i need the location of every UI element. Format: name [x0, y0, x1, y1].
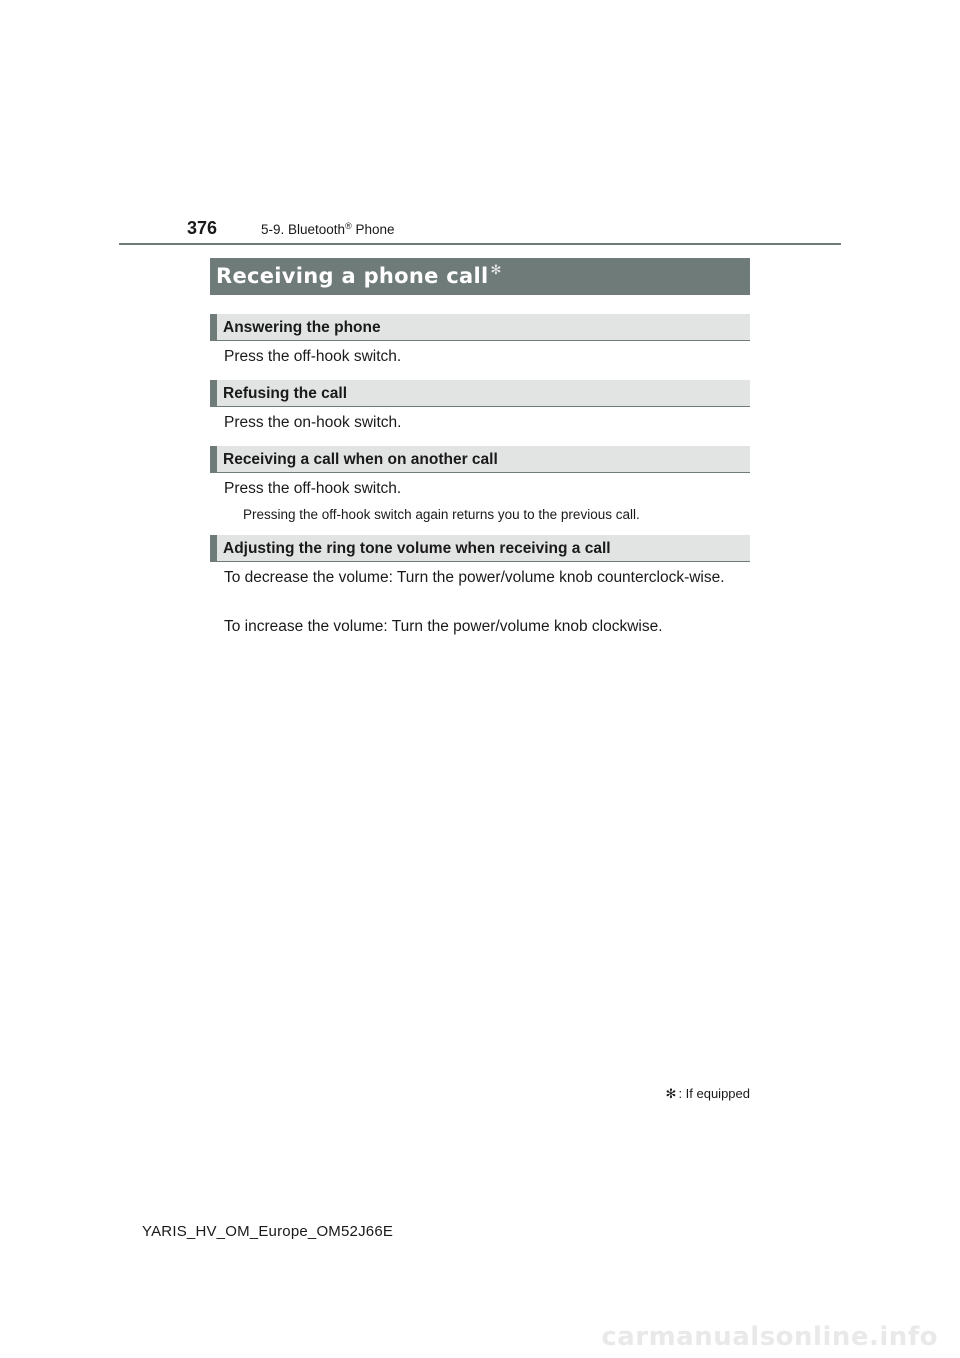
subheading-another-call	[210, 446, 750, 473]
subheading-answering-label: Answering the phone	[223, 319, 381, 336]
subheading-another-call-label: Receiving a call when on another call	[223, 451, 498, 468]
answering-instruction: Press the off-hook switch.	[224, 348, 402, 365]
if-equipped-footnote	[666, 1086, 750, 1102]
refusing-instruction: Press the on-hook switch.	[224, 414, 402, 431]
subheading-answering	[210, 314, 750, 341]
decrease-volume-instruction: To decrease the volume: Turn the power/volume knob counterclock-wise.	[224, 569, 725, 586]
footnote-marker: ✻	[665, 1086, 677, 1101]
subheading-refusing	[210, 380, 750, 407]
title-bar	[210, 258, 750, 295]
header-divider	[119, 243, 841, 245]
footnote-text: : If equipped	[678, 1086, 750, 1101]
page-title	[216, 263, 502, 288]
section-prefix: 5-9. Bluetooth	[261, 222, 346, 237]
section-header	[261, 221, 395, 237]
page-title-text: Receiving a phone call	[216, 264, 489, 288]
registered-mark: ®	[345, 221, 352, 231]
document-code: YARIS_HV_OM_Europe_OM52J66E	[142, 1223, 394, 1240]
increase-volume-instruction: To increase the volume: Turn the power/volume knob clockwise.	[224, 618, 663, 635]
subheading-refusing-label: Refusing the call	[223, 385, 348, 402]
site-watermark: carmanualsonline.info	[601, 1322, 938, 1352]
another-call-note: Pressing the off-hook switch again returns you to the previous call.	[243, 507, 640, 522]
page-number: 376	[187, 218, 218, 238]
subheading-ring-volume-label: Adjusting the ring tone volume when receiving a call	[223, 540, 611, 557]
section-suffix: Phone	[351, 222, 395, 237]
if-equipped-marker: ✻	[490, 263, 502, 278]
another-call-instruction: Press the off-hook switch.	[224, 480, 402, 497]
subheading-ring-volume	[210, 535, 750, 562]
